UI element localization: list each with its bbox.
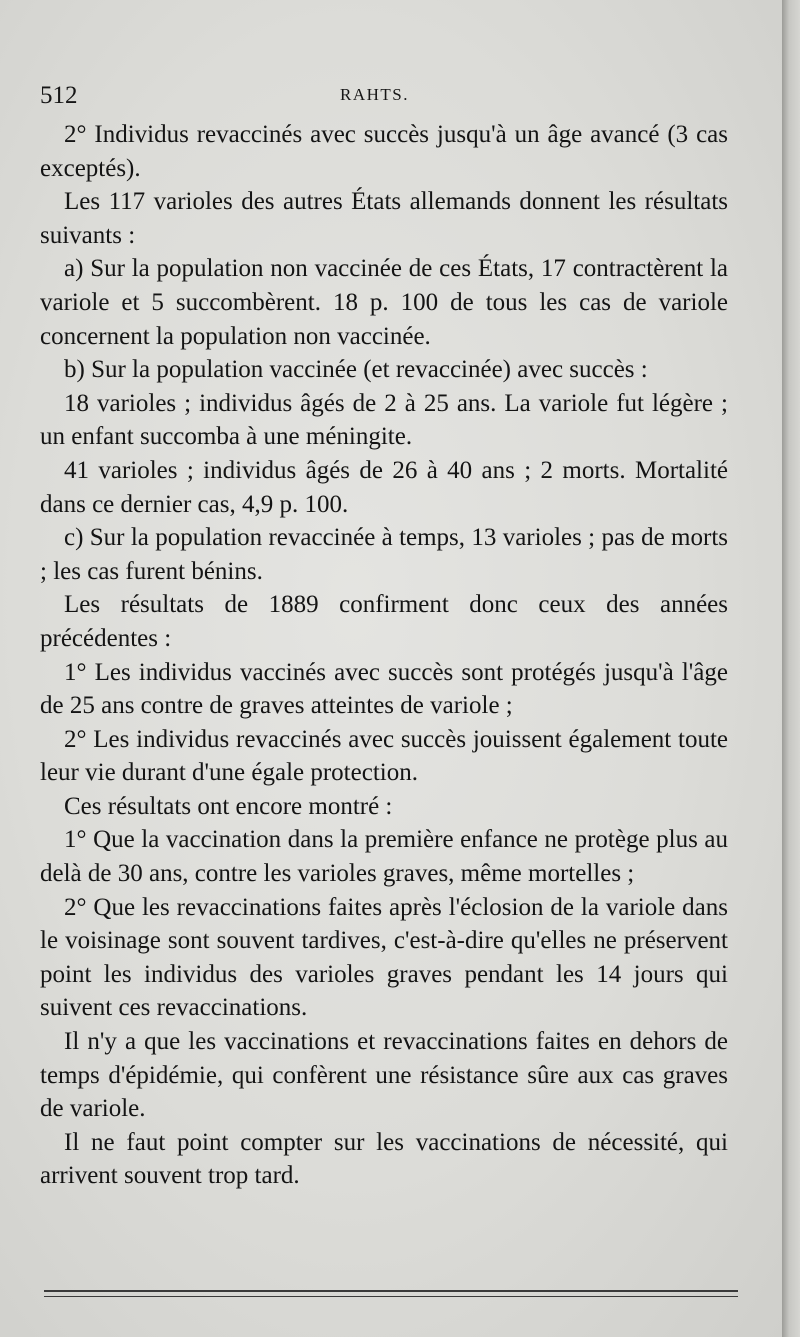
paragraph: Il ne faut point compter sur les vaccinations de nécessité, qui arrivent souvent trop tard. xyxy=(40,1128,728,1190)
page-edge xyxy=(782,0,800,1337)
paragraph: 2° Individus revaccinés avec succès jusqu'à un âge avancé (3 cas exceptés). xyxy=(40,121,728,182)
paragraph: b) Sur la population vaccinée (et revaccinée) avec succès : xyxy=(64,356,648,384)
footer-rule xyxy=(44,1290,738,1292)
paragraph: 41 varioles ; individus âgés de 26 à 40 ans ; 2 morts. Mortalité dans ce dernier cas, 4,9 p. 100. xyxy=(40,456,728,518)
paragraph: 18 varioles ; individus âgés de 2 à 25 ans. La variole fut légère ; un enfant succomba à une méningite. xyxy=(40,389,728,451)
paragraph: Les résultats de 1889 confirment donc ceux des années précédentes : xyxy=(40,591,728,652)
paragraph: Ces résultats ont encore montré : xyxy=(64,792,393,820)
body-text xyxy=(40,118,728,1193)
paragraph: 1° Les individus vaccinés avec succès sont protégés jusqu'à l'âge de 25 ans contre de graves atteintes de variole ; xyxy=(40,658,728,720)
running-head: RAHTS. xyxy=(340,85,409,104)
page-number: 512 xyxy=(40,82,78,109)
paragraph: Les 117 varioles des autres États allemands donnent les résultats suivants : xyxy=(40,188,728,249)
paragraph: 2° Les individus revaccinés avec succès jouissent également toute leur vie durant d'une égale protection. xyxy=(40,725,728,787)
page-header xyxy=(40,82,740,112)
paragraph: 1° Que la vaccination dans la première enfance ne protège plus au delà de 30 ans, contre les varioles graves, même mortelles ; xyxy=(40,826,728,888)
paragraph: c) Sur la population revaccinée à temps, 13 varioles ; pas de morts ; les cas furent bénins. xyxy=(40,524,728,585)
paragraph: Il n'y a que les vaccinations et revaccinations faites en dehors de temps d'épidémie, qui confèrent une résistance sûre aux cas graves de variole. xyxy=(40,1028,728,1123)
footer-rule-thin xyxy=(44,1296,738,1297)
paragraph: 2° Que les revaccinations faites après l'éclosion de la variole dans le voisinage sont souvent tardives, c'est-à-dire qu'elles ne préservent point les individus des varioles graves pendant les 14 jours qui suivent ces revaccinations. xyxy=(40,893,728,1022)
paragraph: a) Sur la population non vaccinée de ces États, 17 contractèrent la variole et 5 succombèrent. 18 p. 100 de tous les cas de variole concernent la population non vaccinée. xyxy=(40,255,728,350)
